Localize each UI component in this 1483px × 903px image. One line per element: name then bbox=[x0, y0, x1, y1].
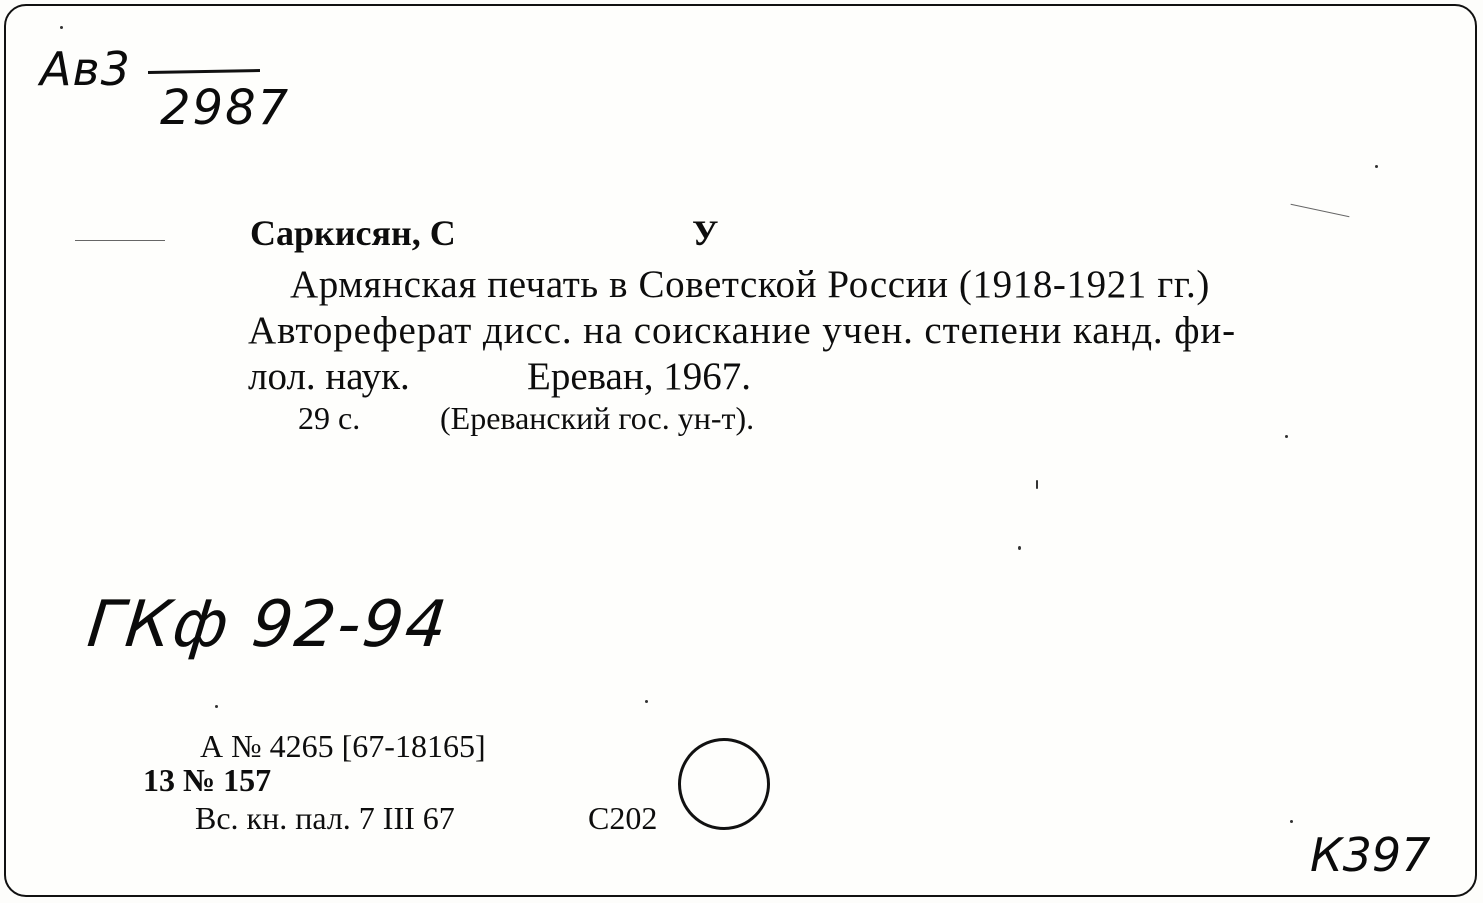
title-line: Армянская печать в Советской России (1918-1921 гг.) bbox=[290, 263, 1210, 306]
description-degree: лол. наук. bbox=[248, 355, 410, 398]
series-note: (Ереванский гос. ун-т). bbox=[440, 400, 755, 436]
corner-handwritten-mark: К397 bbox=[1310, 828, 1431, 882]
scan-speck bbox=[1375, 165, 1378, 168]
author-initial: У bbox=[692, 213, 719, 253]
publication-place-year: Ереван, 1967. bbox=[527, 355, 751, 398]
shelfmark-prefix: Ав3 bbox=[40, 42, 131, 96]
scan-streak bbox=[75, 240, 165, 241]
page-count: 29 с. bbox=[298, 400, 361, 436]
registry-chamber: Вс. кн. пал. 7 III 67 bbox=[195, 800, 455, 836]
scan-speck bbox=[1036, 480, 1038, 489]
scan-speck bbox=[645, 700, 648, 703]
description-line: Автореферат дисс. на соискание учен. степени канд. фи- bbox=[248, 309, 1237, 352]
scan-speck bbox=[1290, 820, 1293, 823]
registry-code: С202 bbox=[588, 800, 658, 836]
author-name: Саркисян, С bbox=[250, 213, 456, 253]
scan-speck bbox=[215, 705, 218, 708]
handwritten-code: ГКф 92-94 bbox=[84, 588, 453, 662]
registry-number: А № 4265 [67-18165] bbox=[200, 728, 486, 764]
shelfmark-number: 2987 bbox=[160, 80, 291, 136]
registry-issue: 13 № 157 bbox=[143, 762, 272, 798]
scan-speck bbox=[60, 26, 63, 29]
scan-speck bbox=[1018, 546, 1021, 550]
scan-speck bbox=[1285, 435, 1288, 438]
